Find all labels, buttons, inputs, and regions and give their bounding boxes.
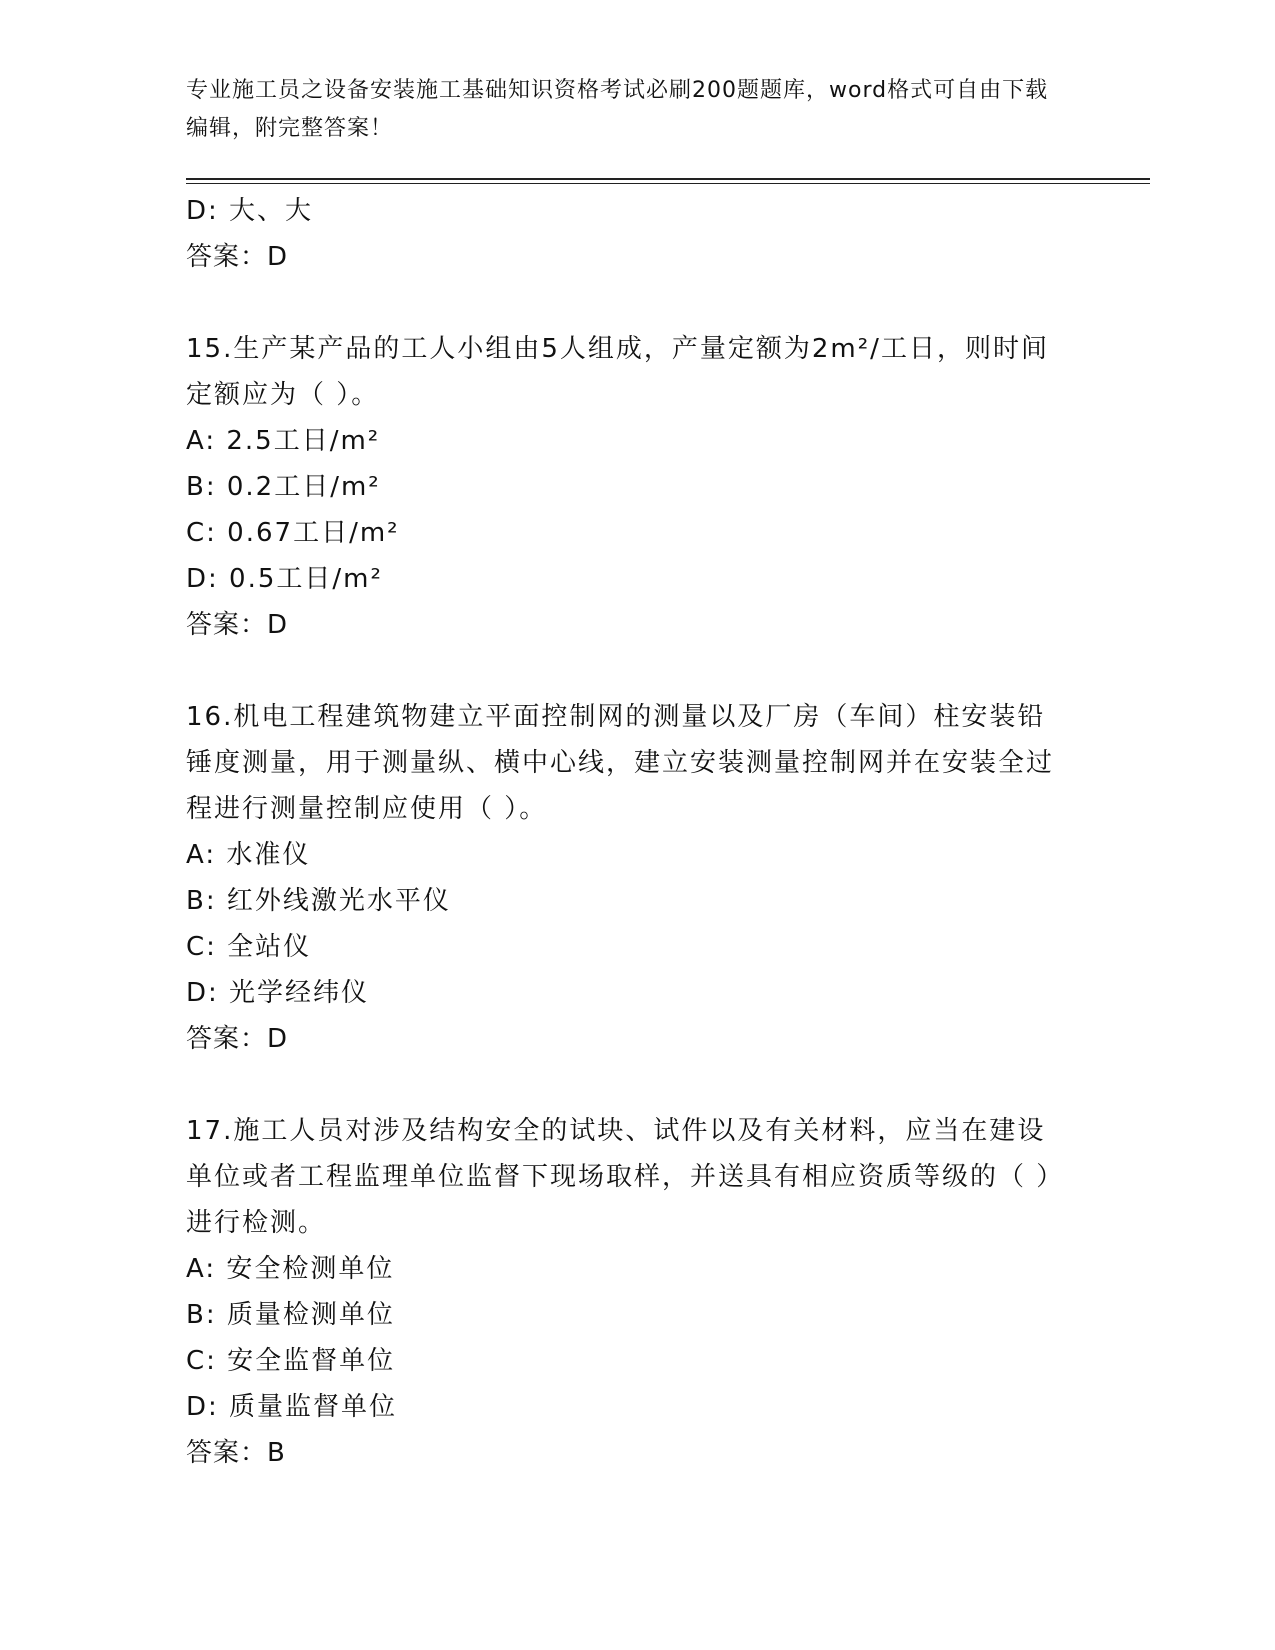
spacer <box>186 280 1086 326</box>
answer: 答案：B <box>186 1438 286 1468</box>
option-b: B: 0.2工日/m² <box>186 472 381 502</box>
prev-option-d: D: 大、大 <box>186 196 314 226</box>
question-17 <box>186 1108 1086 1476</box>
option-c: C: 全站仪 <box>186 932 312 962</box>
question-15 <box>186 326 1086 648</box>
spacer <box>186 1062 1086 1108</box>
header-rule-thin <box>186 183 1150 184</box>
option-b: B: 质量检测单位 <box>186 1300 395 1330</box>
option-a: A: 水准仪 <box>186 840 311 870</box>
option-c: C: 安全监督单位 <box>186 1346 396 1376</box>
spacer <box>186 648 1086 694</box>
option-d: D: 光学经纬仪 <box>186 978 370 1008</box>
question-text: 17.施工人员对涉及结构安全的试块、试件以及有关材料，应当在建设单位或者工程监理单位监督下现场取样，并送具有相应资质等级的（ ）进行检测。 <box>186 1116 1065 1238</box>
question-content <box>186 188 1086 1476</box>
option-a: A: 2.5工日/m² <box>186 426 381 456</box>
option-d: D: 质量监督单位 <box>186 1392 398 1422</box>
question-16 <box>186 694 1086 1062</box>
question-text: 16.机电工程建筑物建立平面控制网的测量以及厂房（车间）柱安装铅锤度测量，用于测量纵、横中心线，建立安装测量控制网并在安装全过程进行测量控制应使用（ ）。 <box>186 702 1055 824</box>
option-b: B: 红外线激光水平仪 <box>186 886 451 916</box>
header-rule-thick <box>186 178 1150 180</box>
document-header: 专业施工员之设备安装施工基础知识资格考试必刷200题题库，word格式可自由下载编辑，附完整答案！ <box>186 78 1049 141</box>
option-d: D: 0.5工日/m² <box>186 564 383 594</box>
option-c: C: 0.67工日/m² <box>186 518 400 548</box>
question-text: 15.生产某产品的工人小组由5人组成，产量定额为2m²/工日，则时间定额应为（ ）。 <box>186 334 1049 410</box>
answer: 答案：D <box>186 1024 289 1054</box>
answer: 答案：D <box>186 610 289 640</box>
prev-answer: 答案：D <box>186 242 289 272</box>
option-a: A: 安全检测单位 <box>186 1254 395 1284</box>
